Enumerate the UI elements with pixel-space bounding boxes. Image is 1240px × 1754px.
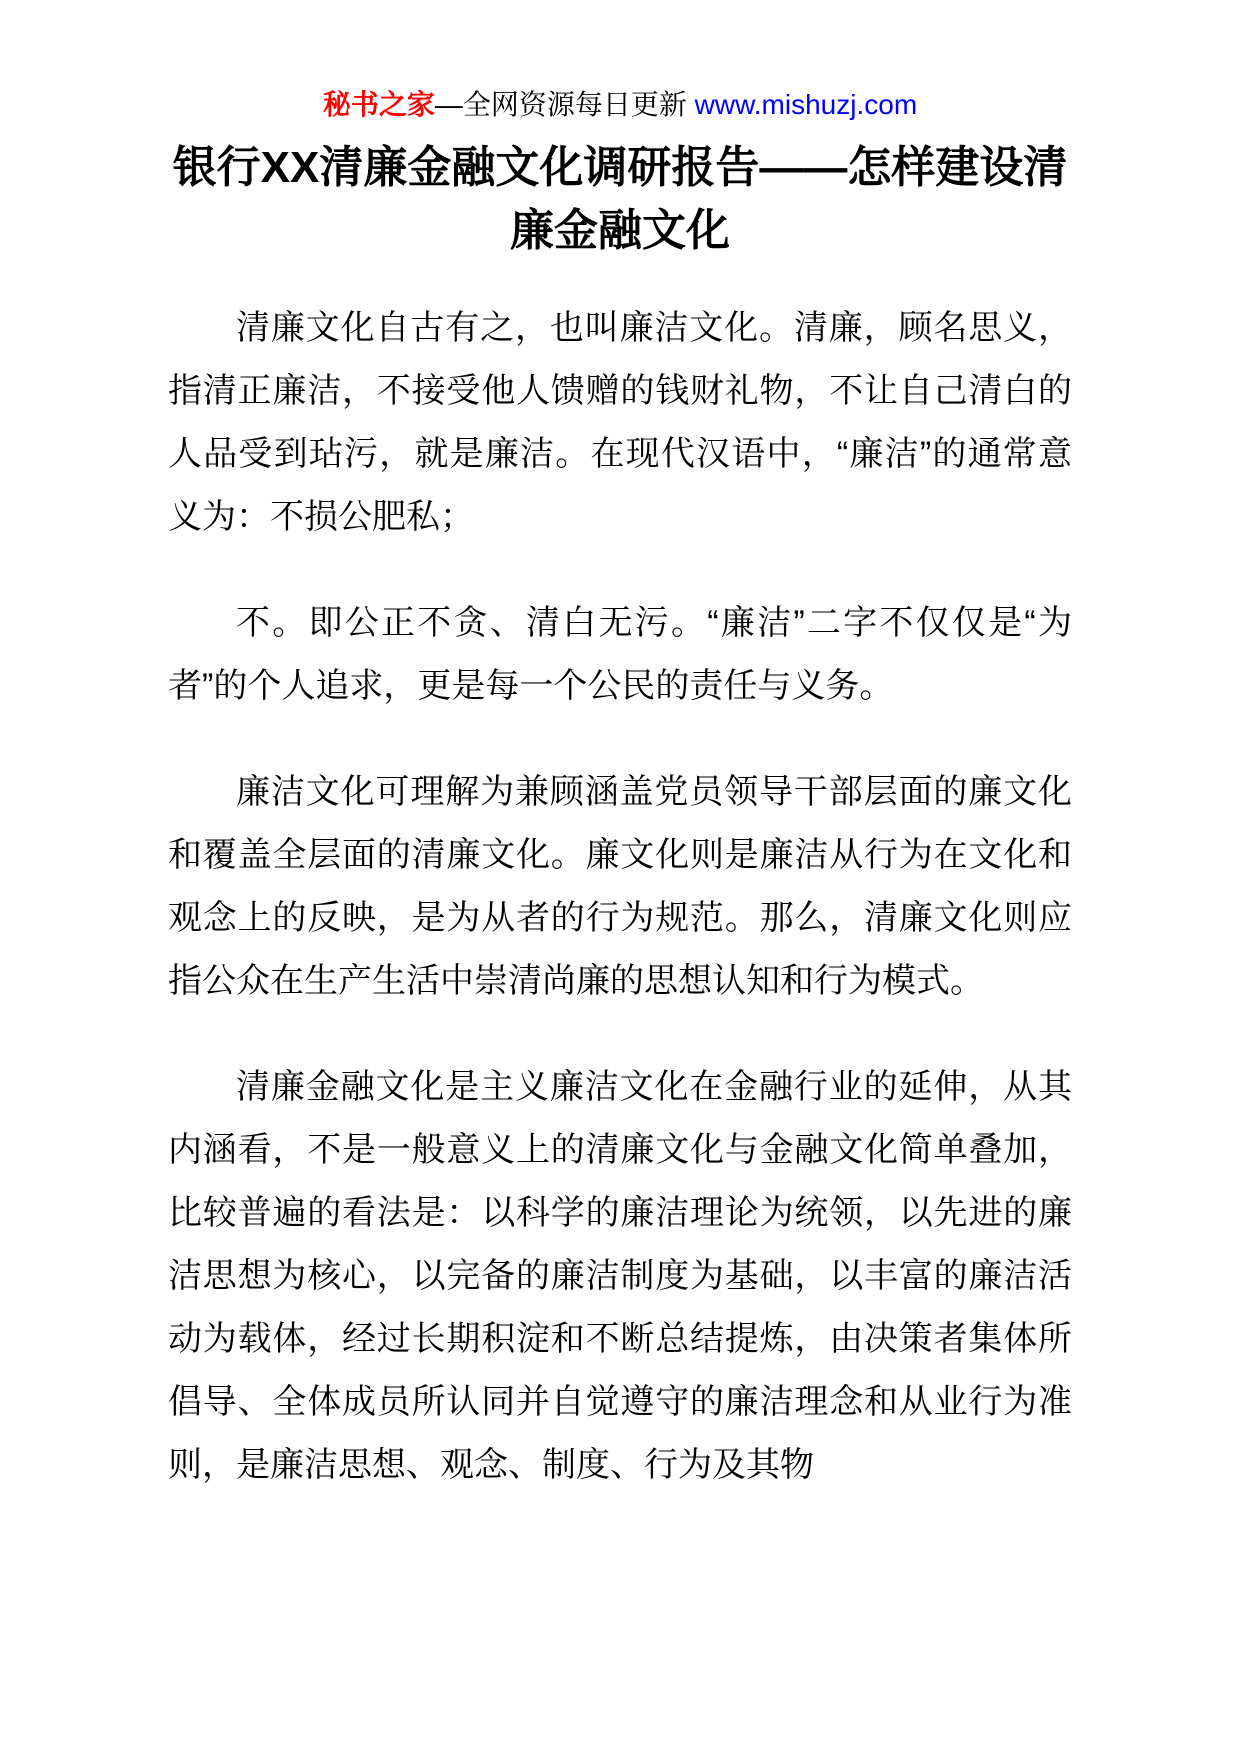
site-tagline: —全网资源每日更新 bbox=[434, 89, 695, 120]
site-url-link[interactable]: www.mishuzj.com bbox=[694, 89, 918, 120]
paragraph-3: 廉洁文化可理解为兼顾涵盖党员领导干部层面的廉文化和覆盖全层面的清廉文化。廉文化则是廉洁从行为在文化和观念上的反映，是为从者的行为规范。那么，清廉文化则应指公众在生产生活中崇清尚廉的思想认知和行为模式。 bbox=[168, 773, 1072, 1001]
site-header bbox=[168, 88, 1072, 122]
paragraph-1: 清廉文化自古有之，也叫廉洁文化。清廉，顾名思义，指清正廉洁，不接受他人馈赠的钱财礼物，不让自己清白的人品受到玷污，就是廉洁。在现代汉语中，“廉洁”的通常意义为：不损公肥私； bbox=[168, 309, 1072, 537]
page-title: 银行XX清廉金融文化调研报告——怎样建设清廉金融文化 bbox=[172, 142, 1068, 256]
paragraph-4: 清廉金融文化是主义廉洁文化在金融行业的延伸，从其内涵看，不是一般意义上的清廉文化与金融文化简单叠加，比较普遍的看法是：以科学的廉洁理论为统领，以先进的廉洁思想为核心，以完备的廉洁制度为基础，以丰富的廉洁活动为载体，经过长期积淀和不断总结提炼，由决策者集体所倡导、全体成员所认同并自觉遵守的廉洁理念和从业行为准则，是廉洁思想、观念、制度、行为及其物 bbox=[168, 1068, 1072, 1485]
paragraph-2: 不。即公正不贪、清白无污。“廉洁”二字不仅仅是“为者”的个人追求，更是每一个公民的责任与义务。 bbox=[168, 604, 1072, 706]
document-body bbox=[168, 297, 1072, 1497]
site-brand: 秘书之家 bbox=[322, 89, 435, 120]
